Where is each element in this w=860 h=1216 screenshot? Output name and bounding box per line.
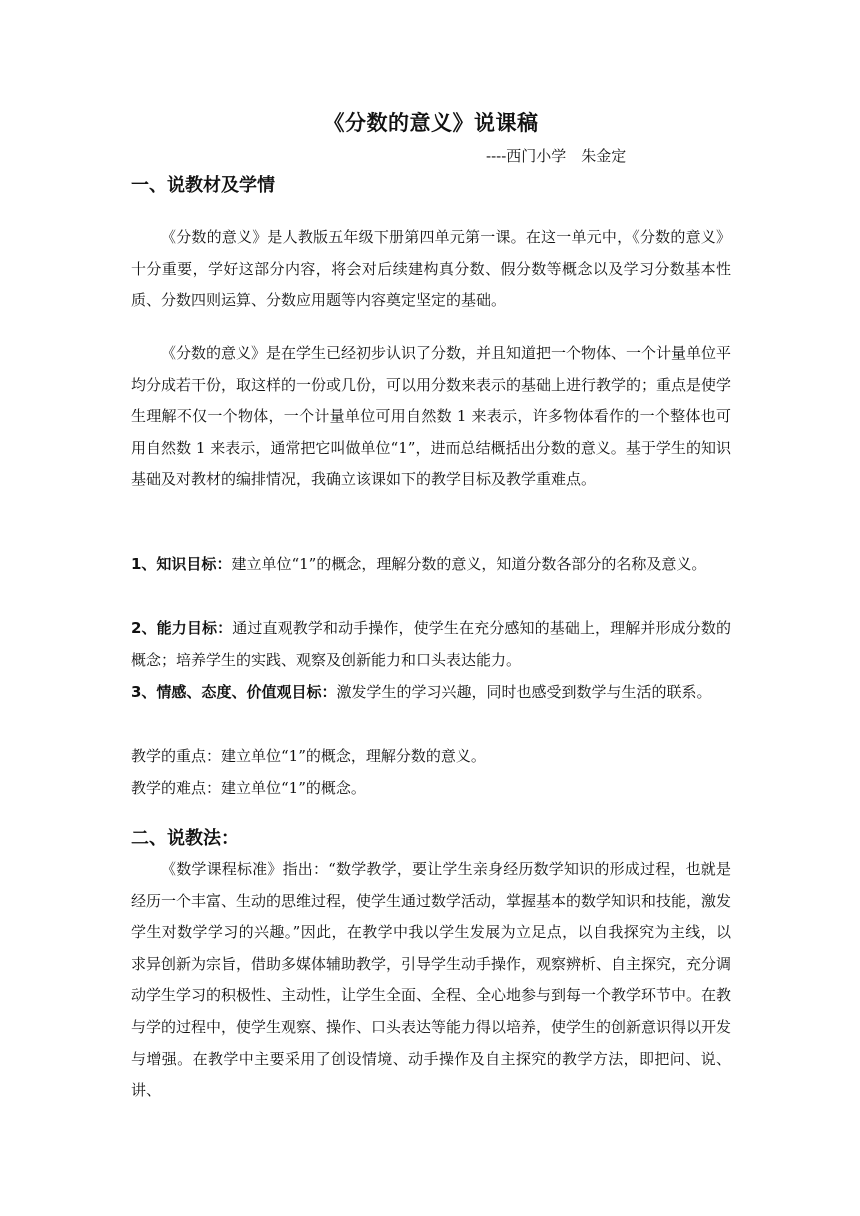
goal-knowledge-label: 1、知识目标： [131,555,232,573]
teaching-key-point: 教学的重点：建立单位“1”的概念，理解分数的意义。 [131,747,486,765]
goal-emotion [131,677,731,709]
section-heading-teaching-method: 二、说教法： [131,828,239,849]
goal-emotion-label: 3、情感、态度、价值观目标： [131,683,337,701]
goal-knowledge-text: 建立单位“1”的概念，理解分数的意义，知道分数各部分的名称及意义。 [231,555,707,573]
section-heading-textbook: 一、说教材及学情 [131,175,275,196]
paragraph-teaching-method: 《数学课程标准》指出：“数学教学，要让学生亲身经历数学知识的形成过程，也就是经历一个丰富、生动的思维过程，使学生通过数学活动，掌握基本的数学知识和技能，激发学生对数学学习的兴趣。”因此，在教学中我以学生发展为立足点，以自我探究为主线，以求异创新为宗旨，借助多媒体辅助教学，引导学生动手操作，观察辨析、自主探究，充分调动学生学习的积极性、主动性，让学生全面、全程、全心地参与到每一个教学环节中。在教与学的过程中，使学生观察、操作、口头表达等能力得以培养，使学生的创新意识得以开发与增强。在教学中主要采用了创设情境、动手操作及自主探究的教学方法，即把问、说、讲、 [131,860,732,1100]
teaching-difficult-point: 教学的难点：建立单位“1”的概念。 [131,779,366,797]
paragraph-learning-situation: 《分数的意义》是在学生已经初步认识了分数，并且知道把一个物体、一个计量单位平均分成若干份，取这样的一份或几份，可以用分数来表示的基础上进行教学的；重点是使学生理解不仅一个物体，一个计量单位可用自然数 1 来表示，许多物体看作的一个整体也可用自然数 1 来表示，通常把它叫做单位“1”，进而总结概括出分数的意义。基于学生的知识基础及对教材的编排情况，我确立该课如下的教学目标及教学重难点。 [131,344,732,489]
goal-ability [131,613,731,676]
goal-ability-label: 2、能力目标： [131,619,233,637]
goal-emotion-text: 激发学生的学习兴趣，同时也感受到数学与生活的联系。 [336,683,712,701]
author-line: ----西门小学 朱金定 [486,147,627,165]
paragraph-textbook-intro: 《分数的意义》是人教版五年级下册第四单元第一课。在这一单元中，《分数的意义》十分重要，学好这部分内容，将会对后续建构真分数、假分数等概念以及学习分数基本性质、分数四则运算、分数应用题等内容奠定坚定的基础。 [131,228,731,310]
goal-ability-text: 通过直观教学和动手操作，使学生在充分感知的基础上，理解并形成分数的概念；培养学生的实践、观察及创新能力和口头表达能力。 [131,619,731,669]
goal-knowledge [131,549,731,581]
document-page [131,0,731,1216]
document-title: 《分数的意义》说课稿 [323,111,539,135]
